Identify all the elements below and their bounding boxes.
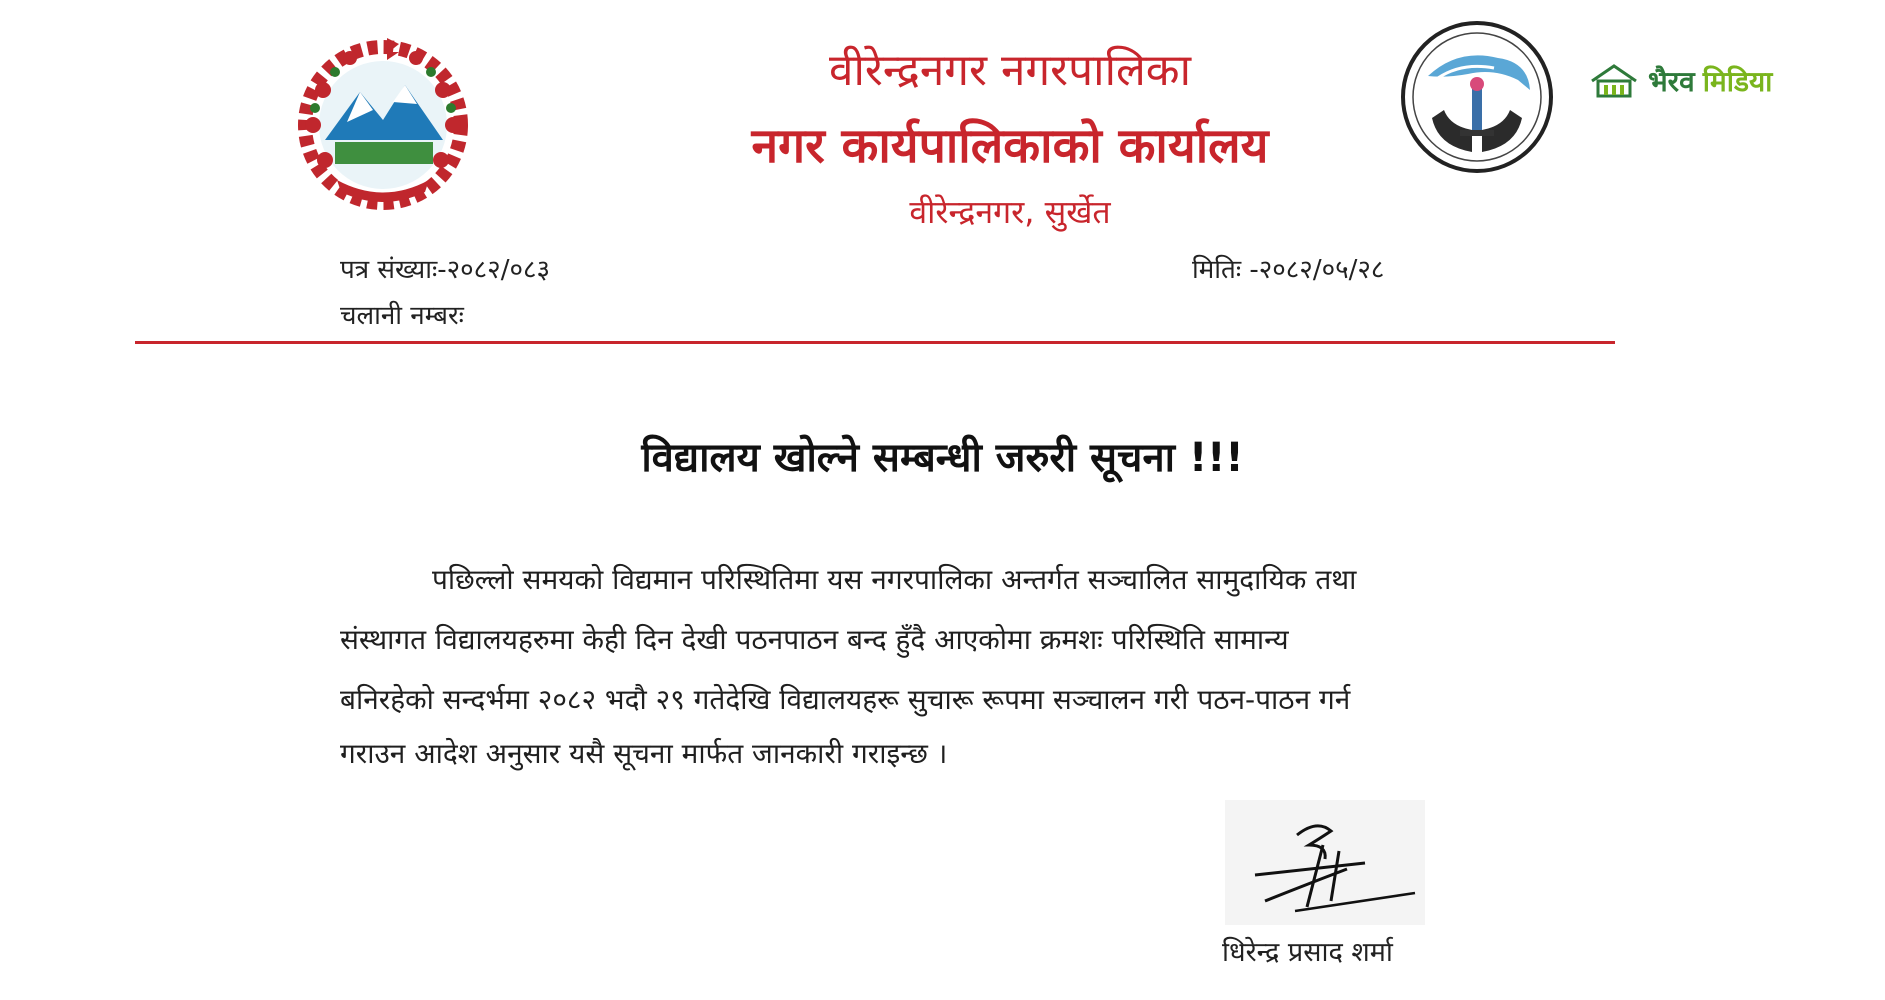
notice-body-line: गराउन आदेश अनुसार यसै सूचना मार्फत जानकारी गराइन्छ । xyxy=(340,737,948,770)
signature-icon xyxy=(1235,815,1425,925)
notice-body-line: पछिल्लो समयको विद्यमान परिस्थितिमा यस नगरपालिका अन्तर्गत सञ्चालित सामुदायिक तथा xyxy=(432,563,1357,596)
media-name-primary: भैरव xyxy=(1648,65,1695,98)
dispatch-number: चलानी नम्बरः xyxy=(340,301,464,331)
notice-body-line: संस्थागत विद्यालयहरुमा केही दिन देखी पठनपाठन बन्द हुँदै आएकोमा क्रमशः परिस्थिति सामान्य xyxy=(340,623,1289,656)
notice-subject: विद्यालय खोल्ने सम्बन्धी जरुरी सूचना !!! xyxy=(641,435,1244,481)
media-name-accent: मिडिया xyxy=(1702,65,1773,98)
header-divider xyxy=(135,341,1615,344)
letter-date: मितिः -२०८२/०५/२८ xyxy=(1192,255,1385,285)
signatory-name: धिरेन्द्र प्रसाद शर्मा xyxy=(1222,937,1393,968)
municipality-name: वीरेन्द्रनगर नगरपालिका xyxy=(829,45,1191,96)
office-address: वीरेन्द्रनगर, सुर्खेत xyxy=(909,193,1111,231)
notice-body-line: बनिरहेको सन्दर्भमा २०८२ भदौ २९ गतेदेखि विद्यालयहरू सुचारू रूपमा सञ्चालन गरी पठन-पाठन गर्न xyxy=(340,683,1351,716)
office-name: नगर कार्यपालिकाको कार्यालय xyxy=(751,118,1269,174)
letter-number: पत्र संख्याः-२०८२/०८३ xyxy=(340,255,551,285)
